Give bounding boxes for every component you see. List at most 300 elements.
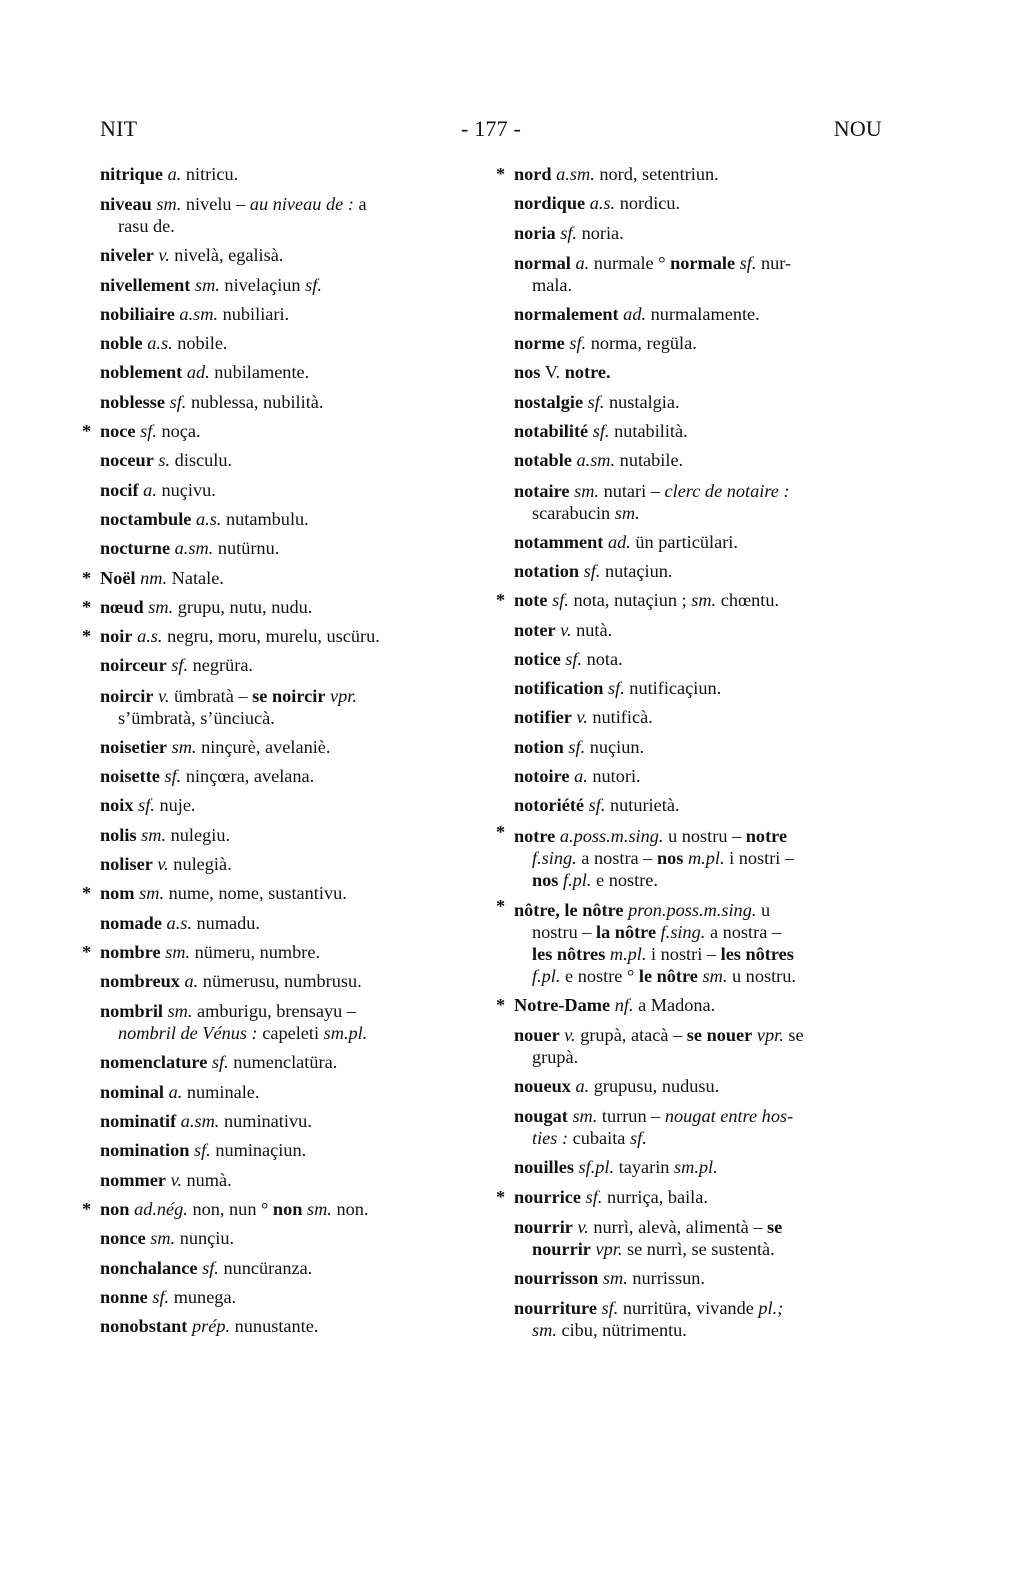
grammar-label: a.poss.m.sing.: [559, 825, 664, 846]
entry-headword: nominatif: [100, 1111, 177, 1132]
entry-headword: nombril: [100, 1001, 163, 1022]
entry-continuation: [514, 274, 896, 296]
grammar-label: sm.: [148, 596, 174, 617]
subentry-headword: non: [272, 1198, 303, 1219]
entry-first-line: [100, 450, 232, 470]
grammar-label: m.pl.: [609, 943, 647, 964]
subentry-headword: nos: [656, 847, 684, 868]
entry-asterisk: *: [82, 941, 92, 962]
grammar-label: a.s.: [195, 508, 222, 529]
entry-headword: non: [100, 1198, 130, 1219]
grammar-label: v.: [577, 1216, 589, 1237]
entry-first-line: [100, 825, 230, 845]
dictionary-entry: [82, 791, 482, 820]
grammar-label: sf.: [164, 766, 182, 787]
entry-headword: nordique: [514, 193, 586, 214]
entry-headword: notabilité: [514, 421, 589, 442]
entry-headword: nivellement: [100, 274, 191, 295]
dictionary-entry: [496, 160, 896, 189]
entry-continuation: [514, 943, 896, 965]
entry-first-line: [100, 686, 357, 706]
entry-headword: nourriture: [514, 1298, 597, 1319]
entry-first-line: [100, 1111, 312, 1131]
definition: nurritüra, vivande: [622, 1298, 754, 1319]
grammar-label: sf.: [171, 655, 189, 676]
grammar-label: v.: [564, 1024, 576, 1045]
definition: u nostru.: [731, 965, 796, 986]
entry-headword: nitrique: [100, 164, 163, 184]
grammar-label: f.sing.: [660, 921, 706, 942]
definition: se: [788, 1024, 804, 1045]
grammar-label: sf.: [601, 1298, 619, 1319]
dictionary-entry: [82, 300, 482, 329]
entry-headword: nobiliaire: [100, 303, 175, 324]
grammar-label: sf.: [568, 736, 586, 757]
entry-first-line: [100, 766, 314, 786]
grammar-label: sf.: [169, 391, 187, 412]
grammar-label: ad.: [186, 362, 210, 383]
entry-headword: nourrice: [514, 1186, 582, 1207]
running-header: [100, 116, 882, 142]
definition: grupà, atacà –: [580, 1024, 683, 1045]
dictionary-entry: [496, 895, 896, 991]
entry-first-line: [514, 1106, 793, 1126]
entry-headword: noria: [514, 222, 556, 243]
grammar-label: a.s.: [137, 626, 163, 647]
dictionary-entry: [82, 1136, 482, 1165]
definition: nurrissun.: [632, 1267, 705, 1288]
definition: nordicu.: [619, 193, 681, 214]
subentry-headword: notre: [745, 825, 788, 846]
definition: Natale.: [171, 567, 224, 588]
entry-headword: normal: [514, 252, 571, 273]
definition: nutificà.: [592, 707, 653, 728]
dictionary-entry: [496, 1101, 896, 1153]
definition: numadu.: [196, 912, 260, 933]
entry-headword: notation: [514, 560, 580, 581]
dictionary-entry: [82, 967, 482, 996]
entry-first-line: [100, 1228, 234, 1248]
grammar-label: sm.: [572, 1106, 598, 1127]
definition: nurriça, baila.: [606, 1186, 708, 1207]
entry-continuation: [100, 215, 482, 237]
grammar-label: a.sm.: [179, 303, 219, 324]
entry-first-line: [100, 1082, 260, 1102]
dictionary-entry: [496, 248, 896, 300]
entry-headword: nocif: [100, 479, 139, 500]
entry-first-line: [514, 1076, 719, 1096]
definition: negru, moru, murelu, uscüru.: [167, 626, 380, 647]
dictionary-entry: [496, 586, 896, 615]
subentry-headword: se nouer: [686, 1024, 753, 1045]
header-right-guide-word: NOU: [833, 116, 882, 141]
definition: nümerusu, numbrusu.: [202, 971, 362, 992]
entry-headword: niveler: [100, 245, 154, 266]
definition: munega.: [173, 1286, 237, 1307]
entry-first-line: [100, 854, 232, 874]
definition: nubilamente.: [214, 362, 310, 383]
dictionary-entry: [82, 1254, 482, 1283]
entry-continuation: [514, 965, 896, 987]
entry-first-line: [514, 1157, 718, 1177]
entry-headword: notoire: [514, 766, 570, 787]
entry-headword: nominal: [100, 1081, 165, 1102]
grammar-label: sf.: [193, 1140, 211, 1161]
entry-headword: noter: [514, 619, 556, 640]
entry-headword: notre: [514, 825, 556, 846]
dictionary-entry: [496, 1153, 896, 1182]
grammar-label: sf.: [211, 1052, 229, 1073]
definition: e nostre °: [565, 965, 635, 986]
definition: nutambulu.: [225, 508, 309, 529]
entry-continuation: [514, 502, 896, 524]
grammar-label: f.pl.: [563, 869, 592, 890]
entry-first-line: [514, 253, 791, 273]
entry-headword: nœud: [100, 596, 144, 617]
entry-first-line: [514, 392, 680, 412]
entry-headword: niveau: [100, 194, 152, 215]
definition: ümbratà –: [173, 685, 248, 706]
entry-first-line: [100, 245, 283, 265]
definition: non.: [336, 1198, 369, 1219]
entry-first-line: [100, 1316, 318, 1336]
dictionary-entry: [496, 189, 896, 218]
grammar-label: pl.;: [758, 1298, 784, 1319]
definition: grupu, nutu, nudu.: [177, 596, 313, 617]
dictionary-entry: [496, 1072, 896, 1101]
entry-first-line: [514, 620, 612, 640]
dictionary-entry: [82, 1166, 482, 1195]
grammar-label: sf.: [560, 222, 577, 243]
entry-headword: nord: [514, 164, 552, 184]
dictionary-entry: [496, 733, 896, 762]
definition: nulegiu.: [170, 824, 231, 845]
entry-continuation: [514, 847, 896, 869]
entry-headword: nonne: [100, 1286, 148, 1307]
definition: scarabucin: [532, 502, 611, 523]
entry-headword: notamment: [514, 531, 604, 552]
definition: norma, regüla.: [590, 333, 697, 354]
entry-continuation: [514, 1238, 896, 1260]
definition: nutürnu.: [217, 538, 280, 559]
grammar-label: sm.: [194, 274, 220, 295]
example-phrase: ties :: [532, 1128, 569, 1149]
grammar-label: sm.: [574, 480, 599, 501]
entry-first-line: [514, 164, 719, 184]
example-phrase: f.sing.: [532, 847, 577, 868]
definition: nulegià.: [173, 853, 232, 874]
entry-asterisk: *: [82, 596, 92, 617]
dictionary-entry: [82, 909, 482, 938]
grammar-label: a.s.: [166, 912, 192, 933]
definition: nitricu.: [185, 164, 239, 184]
definition: nutari –: [603, 480, 660, 501]
entry-first-line: [100, 1258, 312, 1278]
entry-asterisk: *: [496, 1186, 506, 1207]
grammar-label: ad.: [607, 531, 631, 552]
entry-headword: noirceur: [100, 655, 167, 676]
definition: a nostra –: [581, 847, 653, 868]
definition: nurmale °: [593, 252, 666, 273]
subentry-headword: les nôtres: [532, 943, 606, 964]
definition: nivelà, egalisà.: [174, 245, 284, 266]
definition: nota.: [586, 648, 623, 669]
subentry-headword: notre.: [564, 362, 611, 383]
definition: nutà.: [576, 619, 613, 640]
definition: numinaçiun.: [215, 1140, 307, 1161]
entry-continuation: [514, 1046, 896, 1068]
entry-first-line: [100, 333, 228, 353]
dictionary-entry: [496, 991, 896, 1020]
grammar-label: v.: [560, 619, 572, 640]
definition: amburigu, brensayu –: [197, 1001, 356, 1022]
dictionary-entry: [496, 358, 896, 387]
grammar-label: a.: [184, 971, 199, 992]
dictionary-entry: [496, 791, 896, 820]
entry-first-line: [514, 561, 672, 581]
entry-first-line: [100, 304, 289, 324]
dictionary-entry: [496, 1264, 896, 1293]
grammar-label: vpr.: [756, 1024, 784, 1045]
definition: nobile.: [177, 333, 228, 354]
definition: grupà.: [532, 1046, 579, 1067]
entry-headword: Noël: [100, 567, 136, 588]
definition: mala.: [532, 274, 573, 295]
entry-first-line: [514, 678, 721, 698]
entry-asterisk: *: [496, 821, 506, 842]
definition: ninçurè, avelaniè.: [201, 736, 331, 757]
definition: nutaçiun.: [604, 560, 673, 581]
entry-headword: nôtre, le nôtre: [514, 899, 624, 920]
definition: a Madona.: [638, 994, 716, 1015]
entry-first-line: [100, 480, 216, 500]
entry-asterisk: *: [496, 590, 506, 611]
entry-headword: noble: [100, 333, 143, 354]
grammar-label: a.: [574, 766, 588, 787]
definition: nuturietà.: [609, 795, 680, 816]
dictionary-entry: [82, 1224, 482, 1253]
grammar-label: m.pl.: [687, 847, 725, 868]
entry-continuation: [514, 1319, 896, 1341]
right-column: [496, 160, 896, 1345]
grammar-label: sm.pl.: [323, 1023, 368, 1044]
dictionary-entry: [82, 534, 482, 563]
example-phrase: nombril de Vénus :: [118, 1023, 258, 1044]
grammar-label: a.s.: [589, 193, 616, 214]
grammar-label: sf.: [630, 1128, 647, 1149]
entry-first-line: [100, 942, 320, 962]
dictionary-entry: [82, 1312, 482, 1341]
example-phrase: au niveau de :: [249, 194, 354, 215]
grammar-label: a.sm.: [576, 450, 616, 471]
entry-asterisk: *: [496, 895, 506, 916]
grammar-label: sm.: [167, 1001, 193, 1022]
entry-headword: nourrir: [514, 1216, 573, 1237]
grammar-label: sm.: [691, 590, 717, 611]
grammar-label: sm.: [532, 1320, 557, 1341]
definition: nubiliari.: [222, 303, 290, 324]
definition: rasu de.: [118, 216, 175, 237]
dictionary-entry: [496, 762, 896, 791]
dictionary-entry: [496, 417, 896, 446]
entry-first-line: [100, 1199, 368, 1219]
definition: nutificaçiun.: [629, 678, 722, 699]
definition: a nostra –: [709, 921, 782, 942]
entry-headword: nommer: [100, 1169, 166, 1190]
entry-headword: nomenclature: [100, 1052, 208, 1073]
entry-continuation: [100, 1022, 482, 1044]
entry-first-line: [514, 1217, 782, 1237]
dictionary-entry: [496, 1212, 896, 1264]
definition: nutabile.: [619, 450, 684, 471]
entry-headword: notaire: [514, 480, 570, 501]
definition: nivelaçiun: [224, 274, 301, 295]
definition: s’ümbratà, s’ünciucà.: [118, 707, 275, 728]
dictionary-entry: [82, 417, 482, 446]
entry-first-line: [514, 481, 790, 501]
subentry-headword: la nôtre: [596, 921, 657, 942]
subentry-headword: se: [767, 1216, 783, 1237]
grammar-label: a.: [167, 164, 182, 184]
grammar-label: v.: [576, 707, 588, 728]
dictionary-entry: [496, 300, 896, 329]
grammar-label: sf.: [202, 1257, 219, 1278]
grammar-label: nm.: [140, 567, 168, 588]
dictionary-entry: [496, 557, 896, 586]
entry-first-line: [100, 1170, 232, 1190]
entry-first-line: [514, 995, 715, 1015]
entry-headword: nolis: [100, 824, 137, 845]
entry-first-line: [514, 766, 641, 786]
dictionary-entry: [82, 938, 482, 967]
dictionary-entry: [496, 446, 896, 475]
dictionary-entry: [496, 703, 896, 732]
entry-headword: Notre-Dame: [514, 994, 611, 1015]
dictionary-entry: [82, 622, 482, 651]
grammar-label: sm.: [171, 736, 197, 757]
entry-first-line: [514, 707, 653, 727]
grammar-label: sf.: [138, 795, 155, 816]
grammar-label: vpr.: [330, 685, 357, 706]
dictionary-entry: [82, 476, 482, 505]
entry-continuation: [100, 707, 482, 729]
entry-headword: noblement: [100, 362, 183, 383]
entry-first-line: [514, 193, 680, 213]
entry-headword: noblesse: [100, 391, 166, 412]
dictionary-entry: [82, 1283, 482, 1312]
entry-first-line: [514, 1268, 705, 1288]
definition: nuçivu.: [161, 479, 216, 500]
entry-headword: nombre: [100, 941, 161, 962]
dictionary-entry: [496, 821, 896, 895]
definition: nustalgia.: [609, 391, 680, 412]
grammar-label: prép.: [191, 1316, 231, 1337]
entry-headword: nonchalance: [100, 1257, 198, 1278]
entry-first-line: [100, 194, 367, 214]
grammar-label: sf.: [583, 560, 601, 581]
definition: cubaita: [572, 1128, 626, 1149]
entry-first-line: [100, 1001, 356, 1021]
grammar-label: a.sm.: [174, 538, 214, 559]
definition: nuncüranza.: [223, 1257, 313, 1278]
dictionary-entry: [82, 879, 482, 908]
grammar-label: sf.: [585, 1186, 603, 1207]
grammar-label: sf.: [152, 1286, 170, 1307]
entry-first-line: [100, 362, 309, 382]
grammar-label: sm.: [614, 502, 640, 523]
definition: tayarin: [618, 1157, 670, 1178]
grammar-label: sf.: [565, 648, 583, 669]
definition: i nostri –: [651, 943, 717, 964]
grammar-label: v.: [158, 685, 170, 706]
definition: turrun –: [601, 1106, 661, 1127]
dictionary-entry: [82, 1048, 482, 1077]
dictionary-entry: [82, 1195, 482, 1224]
entry-first-line: [514, 450, 683, 470]
dictionary-entry: [82, 850, 482, 879]
definition: noça.: [161, 421, 201, 442]
entry-first-line: [100, 421, 201, 441]
definition: u nostru –: [668, 825, 742, 846]
entry-headword: noircir: [100, 685, 154, 706]
header-left-guide-word: NIT: [100, 116, 138, 141]
definition: V.: [544, 362, 561, 383]
entry-headword: noliser: [100, 853, 153, 874]
entry-headword: notification: [514, 678, 604, 699]
grammar-label: sm.: [141, 824, 167, 845]
entry-first-line: [514, 826, 787, 846]
definition: nota, nutaçiun ;: [573, 590, 687, 611]
grammar-label: sf.: [607, 678, 625, 699]
entry-headword: norme: [514, 333, 565, 354]
dictionary-entry: [82, 505, 482, 534]
dictionary-entry: [496, 329, 896, 358]
entry-headword: nouer: [514, 1024, 560, 1045]
entry-first-line: [514, 649, 623, 669]
grammar-label: v.: [158, 245, 170, 266]
dictionary-entry: [82, 1107, 482, 1136]
definition: nur-: [761, 252, 792, 273]
entry-headword: nourrisson: [514, 1267, 599, 1288]
entry-headword: nos: [514, 362, 541, 383]
definition: se nurrì, se sustentà.: [626, 1238, 775, 1259]
definition: nublessa, nubilità.: [190, 391, 324, 412]
entry-headword: notoriété: [514, 795, 585, 816]
grammar-label: s.: [158, 450, 171, 471]
entry-headword: nougat: [514, 1106, 568, 1127]
definition: chœntu.: [720, 590, 780, 611]
entry-headword: noce: [100, 421, 136, 442]
grammar-label: sm.: [156, 194, 182, 215]
entry-continuation: [514, 869, 896, 891]
grammar-label: ad.nég.: [134, 1198, 188, 1219]
dictionary-entry: [82, 189, 482, 241]
definition: nurrì, alevà, alimentà –: [593, 1216, 763, 1237]
dictionary-entry: [496, 219, 896, 248]
definition: disculu.: [174, 450, 233, 471]
dictionary-entry: [82, 821, 482, 850]
dictionary-entry: [496, 616, 896, 645]
dictionary-entry: [82, 388, 482, 417]
dictionary-entry: [82, 564, 482, 593]
entry-headword: nom: [100, 883, 135, 904]
entry-headword: normalement: [514, 303, 619, 324]
grammar-label: sf.: [587, 391, 605, 412]
entry-first-line: [100, 913, 260, 933]
entry-first-line: [514, 1025, 804, 1045]
definition: nume, nome, sustantivu.: [168, 883, 347, 904]
entry-first-line: [100, 1140, 306, 1160]
